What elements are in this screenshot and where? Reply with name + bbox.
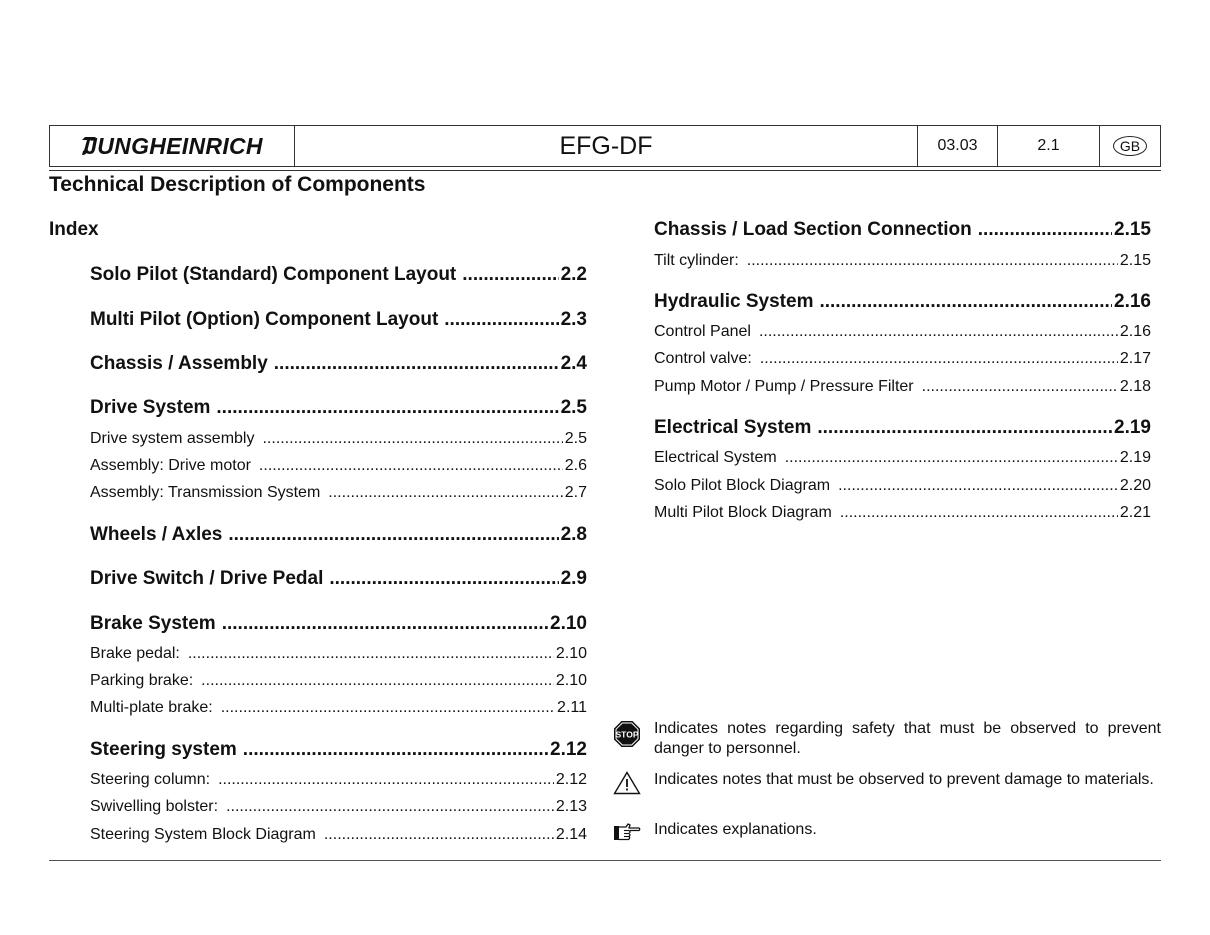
toc-leader-dots [218, 771, 554, 789]
toc-entry-label: Assembly: Transmission System [90, 484, 321, 501]
toc-entry-page: 2.10 [555, 672, 587, 689]
page-number: 2.1 [1037, 137, 1060, 154]
toc-leader-dots [747, 252, 1118, 270]
toc-subentry [654, 350, 1151, 368]
document-header [49, 125, 1161, 167]
toc-entry-page: 2.8 [560, 524, 587, 545]
toc-leader-dots [838, 477, 1118, 495]
page-title: Technical Description of Components [49, 173, 426, 196]
toc-section-entry [90, 264, 587, 286]
toc-subentry [90, 798, 587, 816]
toc-entry-label: Steering System Block Diagram [90, 826, 316, 843]
toc-subentry [654, 378, 1151, 396]
toc-entry-label: Steering column: [90, 771, 211, 788]
toc-entry-page: 2.6 [564, 457, 587, 474]
toc-leader-dots [216, 397, 558, 419]
toc-leader-dots [222, 613, 548, 635]
toc-subentry [90, 771, 587, 789]
toc-entry-label: Pump Motor / Pump / Pressure Filter [654, 378, 914, 395]
toc-entry-page: 2.10 [555, 645, 587, 662]
toc-leader-dots [243, 739, 548, 761]
toc-leader-dots [759, 323, 1118, 341]
toc-subentry [654, 252, 1151, 270]
toc-subentry [90, 484, 587, 502]
legend-item-warning [612, 770, 1162, 795]
toc-section-entry [654, 291, 1151, 313]
warning-triangle-icon [612, 770, 642, 795]
toc-subentry [90, 645, 587, 663]
toc-leader-dots [226, 798, 554, 816]
toc-entry-page: 2.12 [555, 771, 587, 788]
toc-entry-page: 2.16 [1119, 323, 1151, 340]
model-cell [295, 126, 918, 166]
toc-entry-label: Swivelling bolster: [90, 798, 219, 815]
svg-text:STOP: STOP [615, 729, 639, 740]
toc-entry-label: Tilt cylinder: [654, 252, 739, 269]
header-rule [49, 170, 1161, 171]
toc-entry-page: 2.4 [560, 353, 587, 374]
toc-entry-page: 2.5 [560, 397, 587, 418]
toc-entry-page: 2.7 [564, 484, 587, 501]
toc-subentry [90, 430, 587, 448]
date-cell [918, 126, 998, 166]
toc-entry-page: 2.5 [564, 430, 587, 447]
toc-entry-label: Solo Pilot Block Diagram [654, 477, 831, 494]
toc-entry-label: Solo Pilot (Standard) Component Layout [90, 264, 457, 285]
toc-section-entry [90, 739, 587, 761]
toc-entry-label: Electrical System [654, 449, 777, 466]
toc-entry-label: Multi Pilot Block Diagram [654, 504, 832, 521]
toc-entry-label: Parking brake: [90, 672, 194, 689]
toc-leader-dots [221, 699, 555, 717]
toc-leader-dots [819, 291, 1112, 313]
toc-entry-label: Brake pedal: [90, 645, 180, 662]
toc-entry-page: 2.15 [1114, 219, 1151, 240]
toc-entry-label: Steering system [90, 739, 237, 760]
toc-leader-dots [188, 645, 554, 663]
toc-leader-dots [785, 449, 1118, 467]
toc-entry-label: Wheels / Axles [90, 524, 223, 545]
toc-entry-page: 2.9 [560, 568, 587, 589]
toc-entry-label: Chassis / Assembly [90, 353, 268, 374]
toc-entry-label: Drive Switch / Drive Pedal [90, 568, 324, 589]
toc-leader-dots [444, 309, 558, 331]
legend-text: Indicates notes that must be observed to prevent damage to materials. [654, 771, 1154, 788]
footer-rule [49, 860, 1161, 861]
toc-section-entry [90, 524, 587, 546]
index-heading: Index [49, 219, 99, 240]
toc-leader-dots [259, 457, 563, 475]
toc-entry-page: 2.11 [557, 699, 587, 716]
logo-text: JUNGHEINRICH [84, 132, 263, 159]
toc-entry-page: 2.2 [560, 264, 587, 285]
toc-subentry [654, 504, 1151, 522]
toc-leader-dots [262, 430, 562, 448]
toc-entry-label: Drive system assembly [90, 430, 255, 447]
toc-entry-label: Drive System [90, 397, 211, 418]
toc-leader-dots [978, 219, 1112, 241]
stop-sign-icon [612, 719, 642, 759]
toc-section-entry [654, 417, 1151, 439]
jungheinrich-logo [81, 133, 263, 160]
toc-leader-dots [840, 504, 1118, 522]
toc-leader-dots [462, 264, 558, 286]
toc-section-entry [90, 568, 587, 590]
toc-leader-dots [760, 350, 1118, 368]
toc-entry-page: 2.10 [550, 613, 587, 634]
pointing-hand-icon [612, 820, 642, 843]
legend-text: Indicates notes regarding safety that must be observed to prevent danger to personnel. [654, 720, 1161, 757]
toc-entry-label: Multi-plate brake: [90, 699, 213, 716]
toc-entry-label: Control Panel [654, 323, 751, 340]
toc-section-entry [90, 397, 587, 419]
toc-entry-label: Electrical System [654, 417, 812, 438]
toc-entry-label: Multi Pilot (Option) Component Layout [90, 309, 439, 330]
toc-leader-dots [817, 417, 1112, 439]
toc-subentry [654, 323, 1151, 341]
toc-subentry [90, 699, 587, 717]
legend-item-explanation [612, 820, 1162, 843]
toc-leader-dots [228, 524, 558, 546]
toc-subentry [90, 457, 587, 475]
toc-leader-dots [274, 353, 559, 375]
toc-entry-page: 2.12 [550, 739, 587, 760]
revision-date: 03.03 [937, 137, 978, 154]
toc-leader-dots [922, 378, 1118, 396]
toc-entry-page: 2.17 [1119, 350, 1151, 367]
toc-section-entry [90, 309, 587, 331]
toc-leader-dots [201, 672, 554, 690]
toc-entry-page: 2.14 [555, 826, 587, 843]
toc-section-entry [90, 613, 587, 635]
toc-entry-page: 2.16 [1114, 291, 1151, 312]
toc-leader-dots [324, 826, 554, 844]
toc-subentry [654, 449, 1151, 467]
toc-subentry [90, 826, 587, 844]
toc-subentry [90, 672, 587, 690]
toc-subentry [654, 477, 1151, 495]
toc-leader-dots [329, 568, 558, 590]
toc-entry-label: Assembly: Drive motor [90, 457, 251, 474]
legend-text: Indicates explanations. [654, 821, 817, 838]
toc-entry-label: Brake System [90, 613, 216, 634]
page-cell [998, 126, 1100, 166]
toc-entry-page: 2.19 [1114, 417, 1151, 438]
toc-entry-page: 2.3 [560, 309, 587, 330]
language-cell [1100, 126, 1160, 166]
toc-leader-dots [328, 484, 562, 502]
language-badge: GB [1113, 136, 1147, 156]
logo-cell [50, 126, 295, 166]
toc-entry-page: 2.21 [1119, 504, 1151, 521]
model-name: EFG-DF [559, 131, 653, 160]
toc-entry-label: Chassis / Load Section Connection [654, 219, 972, 240]
toc-entry-page: 2.19 [1119, 449, 1151, 466]
toc-entry-page: 2.15 [1119, 252, 1151, 269]
toc-entry-page: 2.13 [555, 798, 587, 815]
legend-item-safety [612, 719, 1162, 759]
toc-section-entry [654, 219, 1151, 241]
toc-entry-page: 2.20 [1119, 477, 1151, 494]
toc-section-entry [90, 353, 587, 375]
toc-entry-page: 2.18 [1119, 378, 1151, 395]
toc-entry-label: Hydraulic System [654, 291, 814, 312]
toc-entry-label: Control valve: [654, 350, 752, 367]
